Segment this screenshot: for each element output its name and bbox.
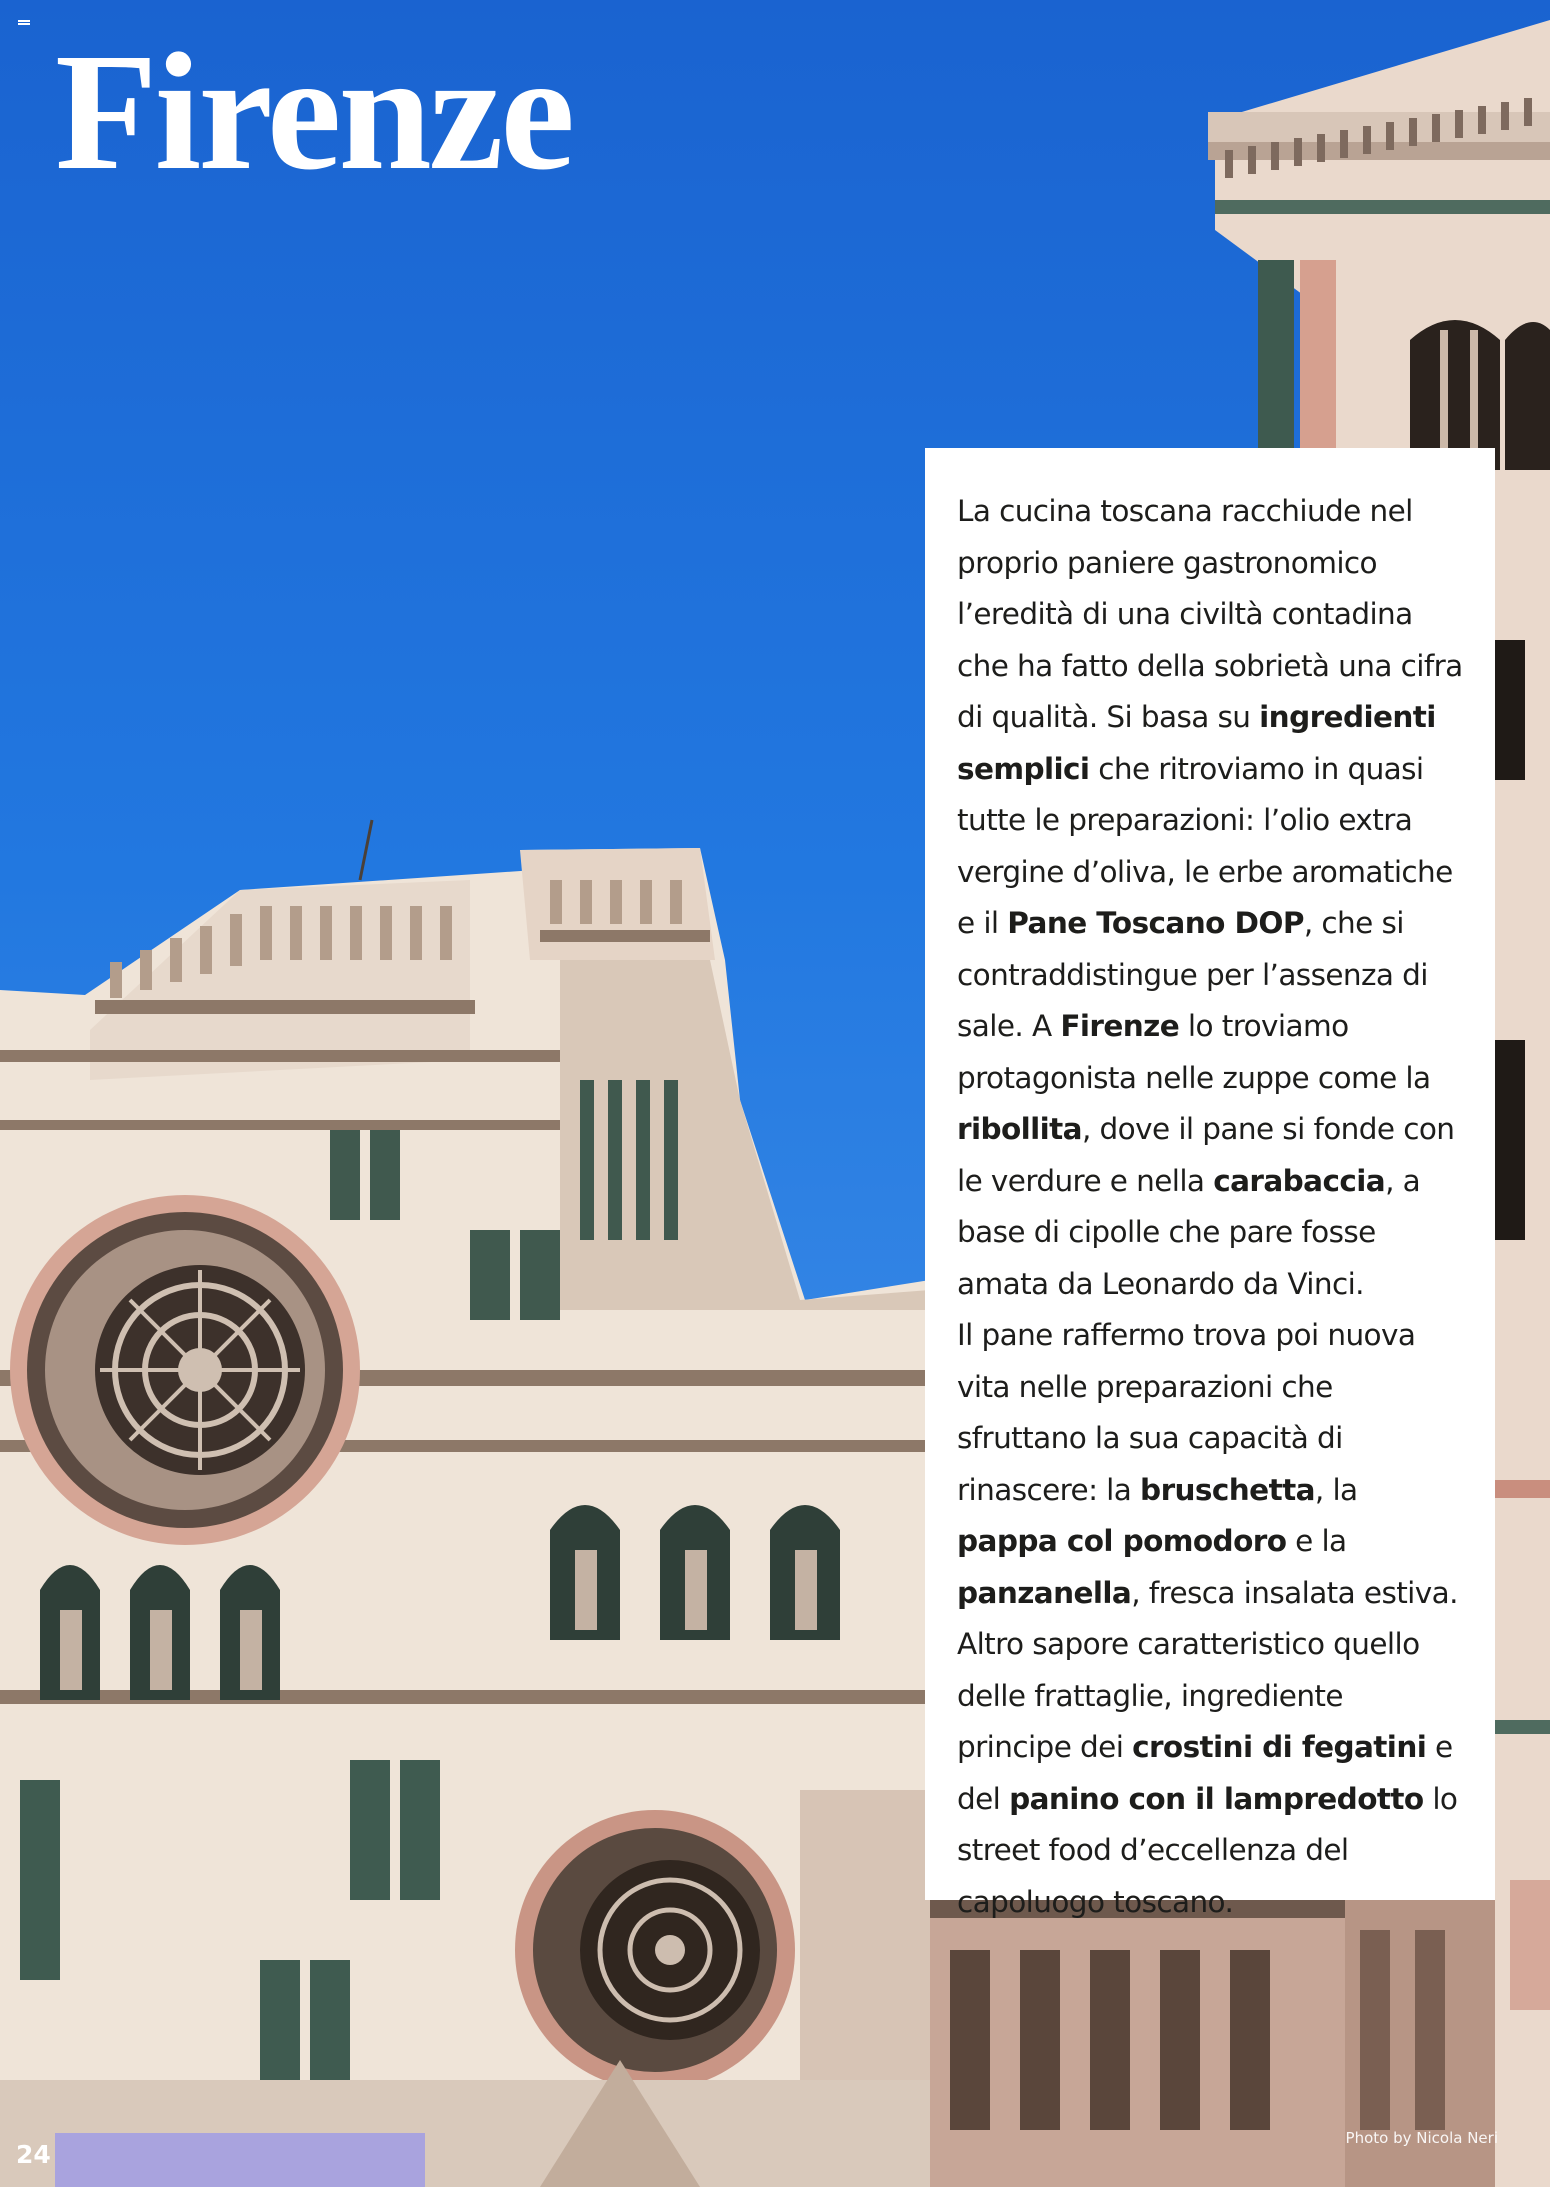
bold-text-run: carabaccia (1213, 1163, 1386, 1198)
side-building (930, 1900, 1345, 2187)
page-title: Firenze (55, 19, 572, 205)
bold-text-run: panino con il lampredotto (1009, 1781, 1424, 1816)
page-number: 24 (16, 2140, 51, 2169)
bold-text-run: ribollita (957, 1112, 1082, 1146)
bold-text-run: bruschetta (1140, 1472, 1315, 1507)
article-paragraph-2 (957, 1310, 1465, 1928)
bold-text-run: panzanella (957, 1575, 1132, 1610)
text-run: e del (957, 1730, 1453, 1816)
bold-text-run: Pane Toscano DOP (1007, 906, 1304, 940)
text-run: , la (1314, 1472, 1358, 1507)
menu-icon (18, 20, 30, 28)
text-run: e la (1286, 1524, 1347, 1558)
bold-text-run: pappa col pomodoro (957, 1524, 1287, 1558)
text-run: lo street food d’eccellenza del capoluogo toscano. (957, 1781, 1458, 1919)
text-run: che ritroviamo in quasi tutte le preparazioni: l’olio extra vergine d’oliva, le erbe aromatiche e il (957, 751, 1453, 940)
text-run: , a base di cipolle che pare fosse amata da Leonardo da Vinci. (957, 1163, 1421, 1301)
article-text-box (925, 448, 1495, 1919)
bold-text-run: Firenze (1060, 1009, 1180, 1043)
photo-credit: Photo by Nicola Neri (1345, 2129, 1498, 2147)
bold-text-run: crostini di fegatini (1132, 1730, 1427, 1764)
cathedral-facade (0, 820, 940, 2187)
text-run: Il pane raffermo trova poi nuova vita nelle preparazioni che sfruttano la sua capacità di rinascere: la (957, 1318, 1416, 1507)
text-run: La cucina toscana racchiude nel proprio paniere gastronomico l’eredità di una civiltà contadina che ha fatto della sobrietà una cifra di qualità. Si basa su (957, 494, 1463, 734)
article-paragraph-1 (957, 486, 1465, 1310)
text-run: , dove il pane si fonde con le verdure e nella (957, 1112, 1455, 1198)
bold-text-run: ingredienti semplici (957, 700, 1436, 786)
text-run: , fresca insalata estiva. Altro sapore caratteristico quello delle frattaglie, ingrediente principe dei (957, 1575, 1458, 1764)
accent-bar (55, 2133, 425, 2187)
text-run: , che si contraddistingue per l’assenza di sale. A (957, 906, 1428, 1043)
text-run: lo troviamo protagonista nelle zuppe come la (957, 1009, 1431, 1095)
